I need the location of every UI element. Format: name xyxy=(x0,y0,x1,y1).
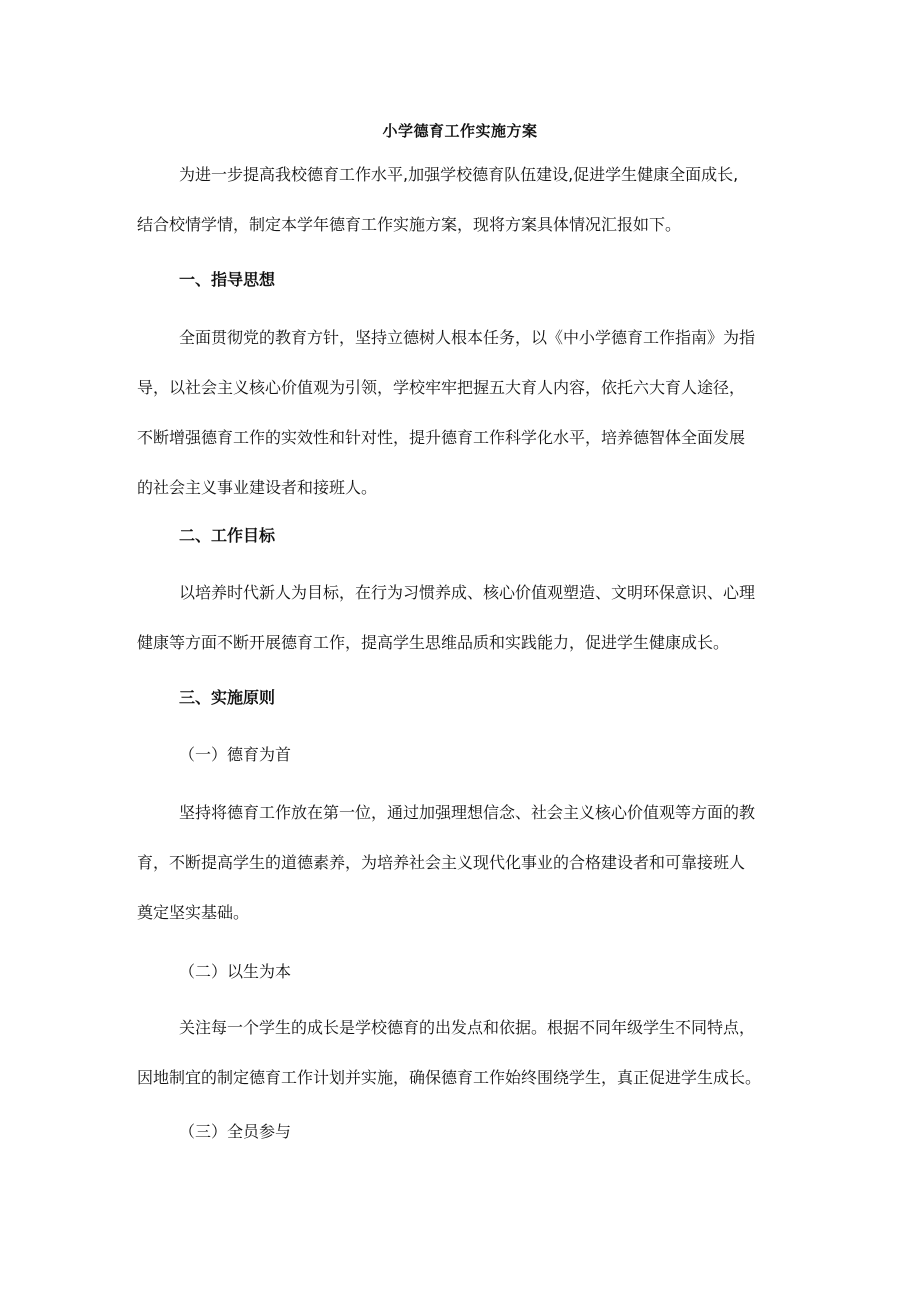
paragraph-line: 奠定坚实基础。 xyxy=(137,903,250,922)
paragraph-line: 为进一步提高我校德育工作水平,加强学校德育队伍建设,促进学生健康全面成长, xyxy=(179,165,739,184)
paragraph-line: 坚持将德育工作放在第一位，通过加强理想信念、社会主义核心价值观等方面的教 xyxy=(179,803,756,822)
paragraph-line: 的社会主义事业建设者和接班人。 xyxy=(137,478,378,497)
paragraph-line: 健康等方面不断开展德育工作，提高学生思维品质和实践能力，促进学生健康成长。 xyxy=(137,633,730,652)
subsection-heading-moral-first: （一）德育为首 xyxy=(179,745,292,764)
student-centered-paragraph xyxy=(137,1003,787,1103)
paragraph-line: 关注每一个学生的成长是学校德育的出发点和依据。根据不同年级学生不同特点， xyxy=(179,1018,756,1037)
paragraph-line: 以培养时代新人为目标，在行为习惯养成、核心价值观塑造、文明环保意识、心理 xyxy=(179,583,756,602)
paragraph-line: 因地制宜的制定德育工作计划并实施，确保德育工作始终围绕学生，真正促进学生成长。 xyxy=(137,1068,762,1087)
paragraph-line: 全面贯彻党的教育方针，坚持立德树人根本任务，以《中小学德育工作指南》为指 xyxy=(179,328,756,347)
paragraph-line: 不断增强德育工作的实效性和针对性，提升德育工作科学化水平，培养德智体全面发展 xyxy=(137,428,746,447)
work-goals-paragraph xyxy=(137,568,787,668)
section-heading-work-goals: 二、工作目标 xyxy=(179,526,276,545)
intro-paragraph xyxy=(137,150,787,250)
guiding-ideology-paragraph xyxy=(137,313,787,513)
moral-first-paragraph xyxy=(137,788,787,938)
paragraph-line: 育，不断提高学生的道德素养，为培养社会主义现代化事业的合格建设者和可靠接班人 xyxy=(137,853,746,872)
subsection-heading-full-participation: （三）全员参与 xyxy=(179,1122,292,1141)
paragraph-line: 导，以社会主义核心价值观为引领，学校牢牢把握五大育人内容，依托六大育人途径， xyxy=(137,378,746,397)
section-heading-guiding-ideology: 一、指导思想 xyxy=(179,270,276,289)
document-title: 小学德育工作实施方案 xyxy=(382,122,538,140)
section-heading-implementation-principles: 三、实施原则 xyxy=(179,688,276,707)
subsection-heading-student-centered: （二）以生为本 xyxy=(179,962,292,981)
paragraph-line: 结合校情学情，制定本学年德育工作实施方案，现将方案具体情况汇报如下。 xyxy=(137,215,682,234)
